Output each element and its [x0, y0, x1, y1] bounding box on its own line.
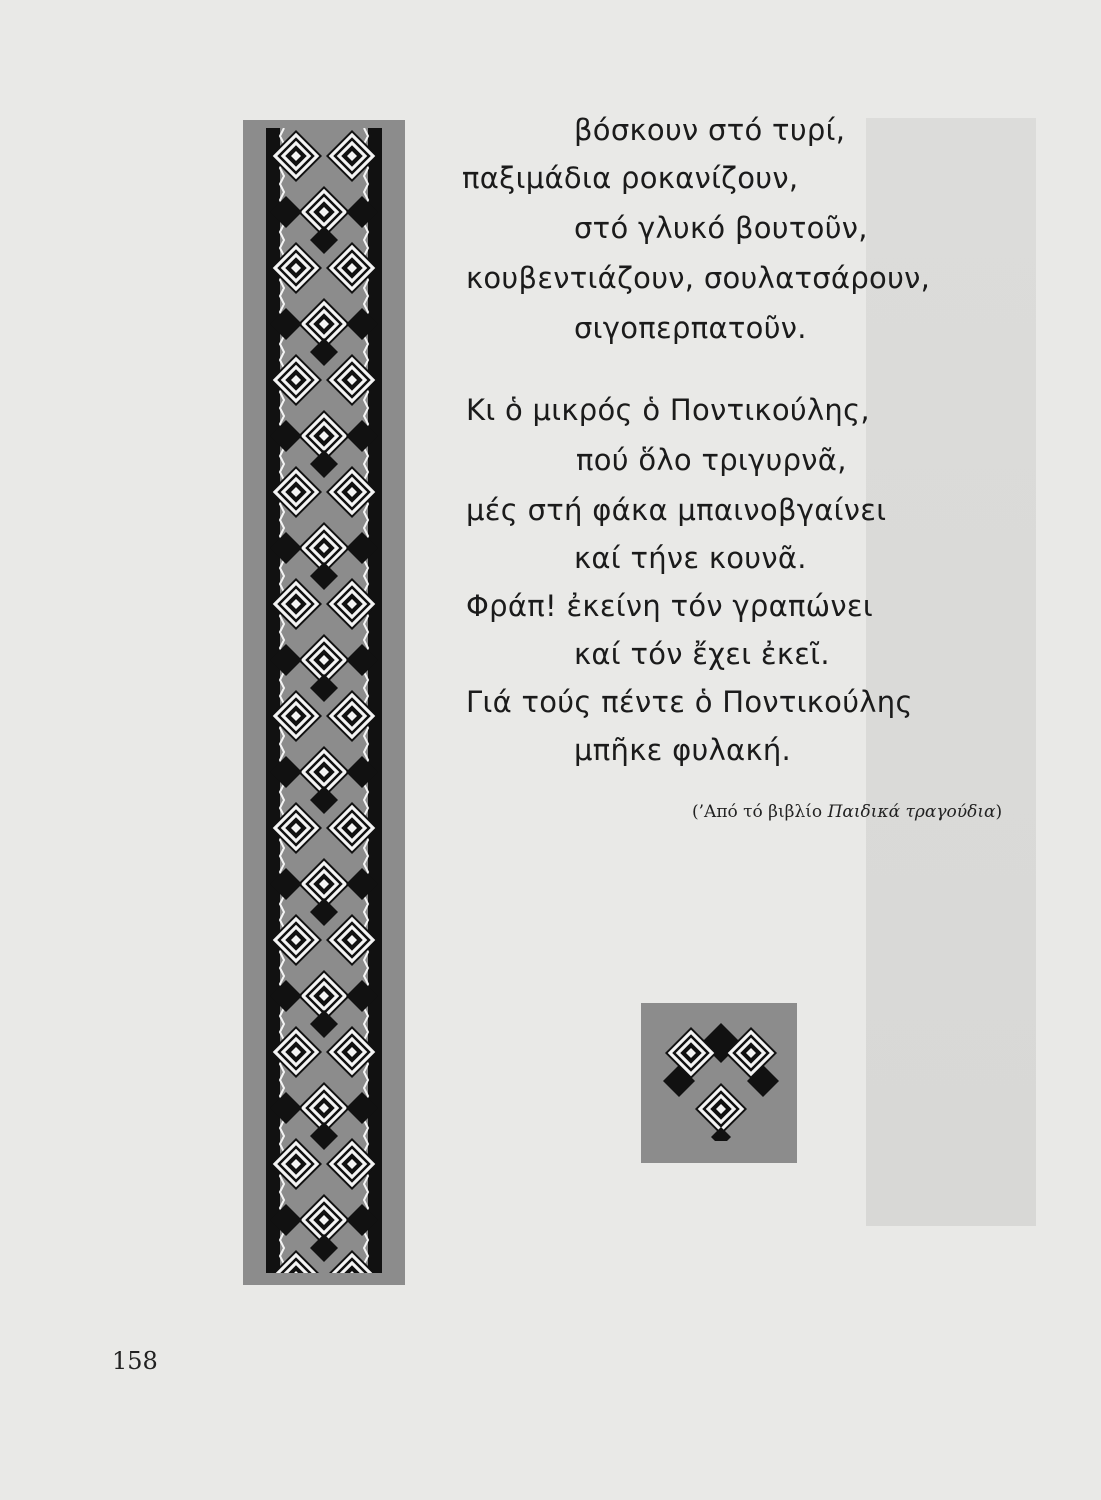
poem-line: κουβεντιάζουν, σουλατσάρουν, [466, 261, 931, 295]
poem-line: βόσκουν στό τυρί, [574, 113, 846, 147]
poem-line: καί τήνε κουνᾶ. [574, 541, 807, 575]
poem-line: Κι ὁ μικρός ὁ Ποντικούλης, [466, 393, 870, 427]
source-citation [692, 802, 1002, 822]
poem-line: καί τόν ἔχει ἐκεῖ. [574, 637, 830, 671]
book-title: Παιδικά τραγούδια [827, 802, 996, 822]
greek-key-tile-ornament [663, 1021, 779, 1141]
poem-line: μπῆκε φυλακή. [574, 733, 792, 767]
page-number: 158 [112, 1347, 158, 1375]
poem-line: παξιμάδια ροκανίζουν, [462, 161, 799, 195]
poem-line: σιγοπερπατοῦν. [574, 311, 807, 345]
poem-line: Φράπ! ἐκείνη τόν γραπώνει [466, 589, 873, 623]
poem-line: πού ὅλο τριγυρνᾶ, [576, 443, 847, 477]
poem-line: στό γλυκό βουτοῦν, [574, 211, 868, 245]
citation-suffix: ) [995, 802, 1003, 822]
greek-key-border-ornament [266, 128, 382, 1273]
poem-line: μές στή φάκα μπαινοβγαίνει [466, 493, 887, 527]
citation-prefix: (’Από τό βιβλίο [692, 802, 828, 822]
poem-line: Γιά τούς πέντε ὁ Ποντικούλης [466, 685, 913, 719]
